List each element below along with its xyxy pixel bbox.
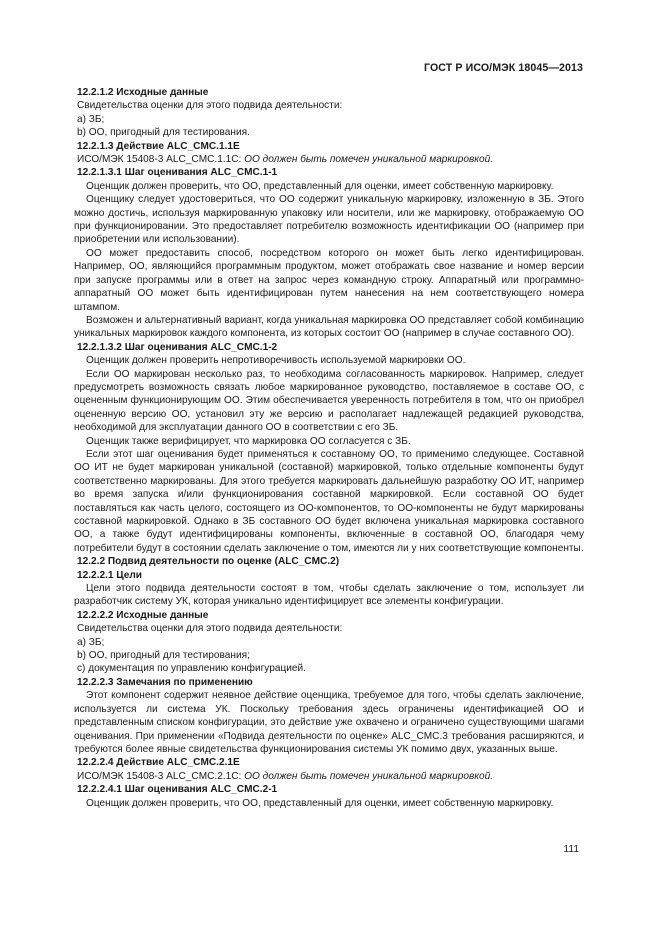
paragraph-text: ОО может предоставить способ, посредством которого он может быть легко идентифицирован. Например, ОО, являющийся программным продуктом, может отображать свое название и номер версии при запуске программы или в ответ на запрос через командную строку. Аппаратный или программно-аппаратный ОО может быть идентифицирован путем нанесения на нем соответствующего номера штампом. <box>74 247 584 313</box>
paragraph-text: b) ОО, пригодный для тестирования; <box>77 650 250 662</box>
paragraph <box>74 99 584 112</box>
italic-requirement-text: ОО должен быть помечен уникальной маркировкой. <box>244 154 494 166</box>
paragraph <box>74 797 584 810</box>
section-heading <box>74 676 584 689</box>
paragraph-text: 12.2.2.4.1 Шаг оценивания ALC_CMC.2-1 <box>77 784 278 796</box>
paragraph-text: 12.2.2.1 Цели <box>77 569 143 581</box>
section-heading <box>74 86 584 99</box>
paragraph-text: Оценщик также верифицирует, что маркировка ОО согласуется с ЗБ. <box>86 435 411 447</box>
paragraph-text: ИСО/МЭК 15408-3 ALC_CMC.2.1C: <box>77 770 245 782</box>
paragraph-text: Оценщик должен проверить непротиворечивость используемой маркировки ОО. <box>86 355 466 367</box>
paragraph-text: c) документация по управлению конфигурацией. <box>77 663 306 675</box>
paragraph-text: a) ЗБ; <box>77 636 105 648</box>
paragraph <box>74 180 584 193</box>
paragraph-text: b) ОО, пригодный для тестирования. <box>77 127 250 139</box>
paragraph-text: 12.2.2.2 Исходные данные <box>77 609 209 621</box>
paragraph-text: 12.2.1.2 Исходные данные <box>77 87 209 98</box>
paragraph-text: Свидетельства оценки для этого подвида деятельности: <box>77 100 343 112</box>
paragraph-text: Свидетельства оценки для этого подвида деятельности: <box>77 623 343 635</box>
paragraph-text: Возможен и альтернативный вариант, когда уникальная маркировка ОО представляет собой комбинацию уникальных маркировок каждого компонента, из которых состоит ОО (например в случае составного ОО). <box>74 314 584 340</box>
paragraph <box>74 649 584 662</box>
paragraph <box>74 636 584 649</box>
paragraph-text: Если ОО маркирован несколько раз, то необходима согласованность маркировок. Например, следует предусмотреть возможность связать любое маркированное руководство, поставляемое в составе ОО, с оцененным функционирующим ОО. Этим обеспечивается уверенность потребителя в том, что он приобрел оцененную версию ОО, установил эту же версию и располагает надлежащей редакцией руководства, необходимой для эксплуатации данного ОО в соответствии с его ЗБ. <box>74 368 584 434</box>
paragraph <box>74 247 584 314</box>
paragraph <box>74 622 584 635</box>
paragraph-text: 12.2.1.3.2 Шаг оценивания ALC_CMC.1-2 <box>77 341 278 353</box>
paragraph-text: 12.2.1.3.1 Шаг оценивания ALC_CMC.1-1 <box>77 167 278 179</box>
paragraph-text: ИСО/МЭК 15408-3 ALC_CMC.1.1C: <box>77 154 245 166</box>
section-heading <box>74 341 584 354</box>
document-body <box>74 86 584 810</box>
italic-requirement-text: ОО должен быть помечен уникальной маркировкой. <box>244 770 494 782</box>
paragraph-text: 12.2.1.3 Действие ALC_CMC.1.1E <box>77 140 240 152</box>
section-heading <box>74 140 584 153</box>
section-heading <box>74 569 584 582</box>
page-number: 111 <box>563 844 579 855</box>
paragraph <box>74 448 584 555</box>
paragraph <box>74 193 584 247</box>
section-heading <box>74 756 584 769</box>
paragraph <box>74 368 584 435</box>
paragraph-text: a) ЗБ; <box>77 113 105 125</box>
paragraph <box>74 689 584 756</box>
section-heading <box>74 166 584 179</box>
paragraph-text: Этот компонент содержит неявное действие оценщика, требуемое для того, чтобы сделать заключение, используется ли система УК. Поскольку требования здесь ограничены идентификацией ОО и представленным списком конфигурации, это действие уже охвачено и ограничено существующими шагами оценивания. При применении «Подвида деятельности по оценке» ALC_CMC.3 требования расширяются, и требуются более явные свидетельства функционирования системы УК помимо двух, указанных выше. <box>74 690 584 755</box>
paragraph-text: Оценщик должен проверить, что ОО, представленный для оценки, имеет собственную маркировку. <box>86 180 554 192</box>
paragraph <box>74 770 584 783</box>
paragraph <box>74 153 584 166</box>
paragraph <box>74 435 584 448</box>
paragraph-text: Если этот шаг оценивания будет применяться к составному ОО, то применимо следующее. Составной ОО ИТ не будет маркирован уникальной (составной) маркировкой, только отдельные компоненты будут соответственно маркированы. Для этого требуется маркировать дальнейшую разработку ОО ИТ, например во время запуска и/или функционирования составной маркировкой. Если составной ОО будет поставляться как часть целого, состоящего из ОО-компонентов, то ОО-компоненты не будут маркированы составной маркировкой. Однако в ЗБ составного ОО будет включена уникальная маркировка составного ОО, а также будут идентифицированы компоненты, включенные в составной ОО, благодаря чему потребители будут в состоянии сделать заключение о том, имеются ли у них соответствующие компоненты. <box>74 448 584 554</box>
paragraph <box>74 126 584 139</box>
section-heading <box>74 609 584 622</box>
paragraph-text: Оценщик должен проверить, что ОО, представленный для оценки, имеет собственную маркировку. <box>86 797 554 809</box>
paragraph-text: Цели этого подвида деятельности состоят в том, чтобы сделать заключение о том, использует ли разработчик систему УК, которая уникально идентифицирует все элементы конфигурации. <box>74 583 584 608</box>
paragraph-text: 12.2.2.4 Действие ALC_CMC.2.1E <box>77 757 240 769</box>
document-id-header: ГОСТ Р ИСО/МЭК 18045—2013 <box>424 62 583 74</box>
section-heading <box>74 555 584 568</box>
paragraph <box>74 582 584 609</box>
paragraph <box>74 354 584 367</box>
paragraph <box>74 662 584 675</box>
paragraph-text: Оценщику следует удостовериться, что ОО содержит уникальную маркировку, изложенную в ЗБ. Этого можно достичь, используя маркированную упаковку или носители, или же маркировку, отображаемую ОО при функционировании. Это предоставляет потребителю возможность идентификации ОО (например при приобретении или использовании). <box>74 194 584 246</box>
paragraph <box>74 314 584 341</box>
paragraph-text: 12.2.2 Подвид деятельности по оценке (ALC_CMC.2) <box>77 556 340 568</box>
section-heading <box>74 783 584 796</box>
paragraph <box>74 113 584 126</box>
paragraph-text: 12.2.2.3 Замечания по применению <box>77 676 253 688</box>
